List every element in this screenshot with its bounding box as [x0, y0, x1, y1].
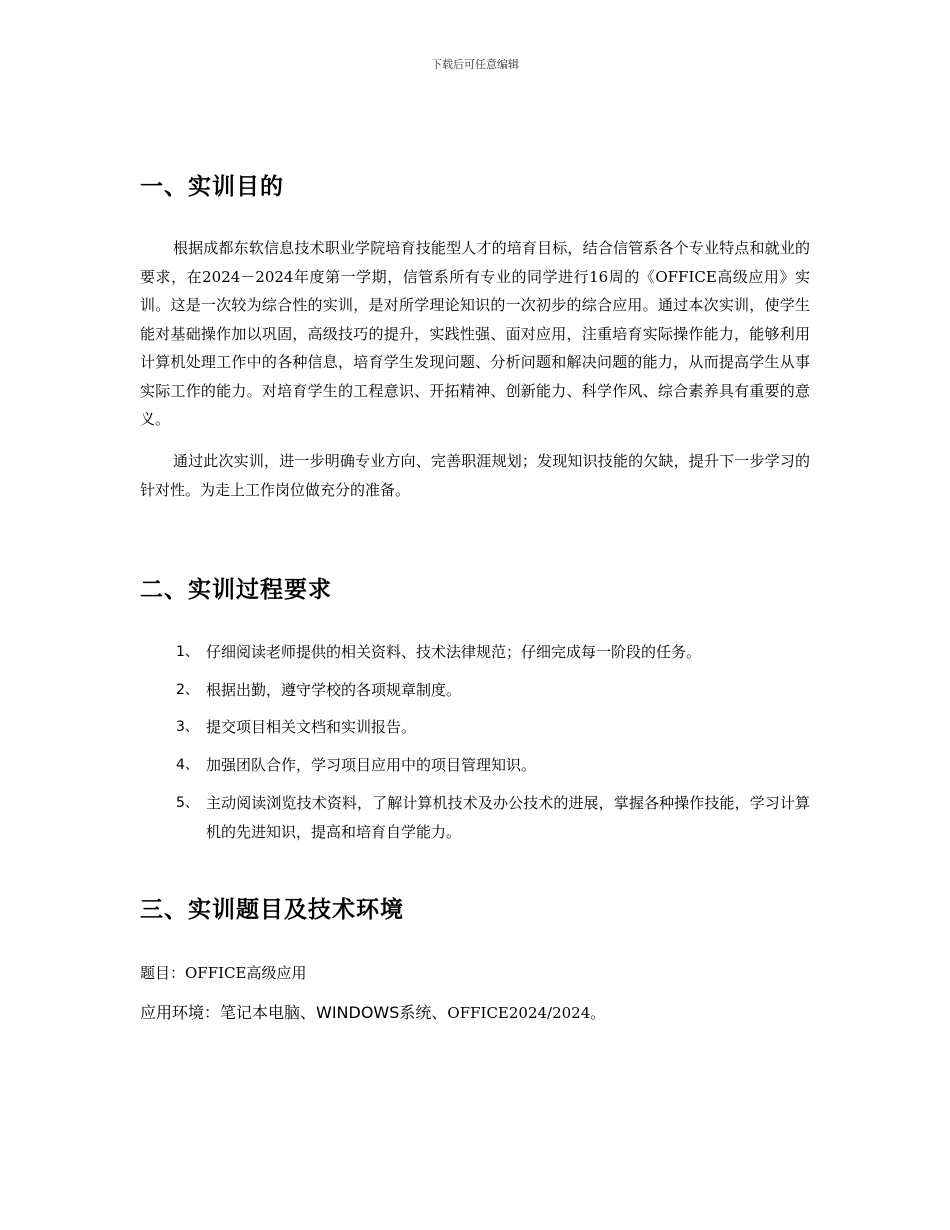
list-item — [176, 676, 810, 705]
list-item — [176, 751, 810, 780]
list-number: 5、 — [176, 795, 199, 811]
topic-line: 题目：OFFICE高级应用 — [140, 964, 307, 982]
list-item — [176, 638, 810, 667]
list-number: 4、 — [176, 757, 199, 773]
list-text: 主动阅读浏览技术资料，了解计算机技术及办公技术的进展，掌握各种操作技能，学习计算机的先进知识，提高和培育自学能力。 — [206, 794, 810, 841]
list-number: 1、 — [176, 644, 199, 660]
list-text: 仔细阅读老师提供的相关资料、技术法律规范；仔细完成每一阶段的任务。 — [206, 643, 702, 661]
environment-value: OFFICE2024/2024。 — [447, 1004, 606, 1022]
page-header: 下载后可任意编辑 — [431, 58, 519, 71]
paragraph-purpose: 根据成都东软信息技术职业学院培育技能型人才的培育目标，结合信管系各个专业特点和就业的要求，在2024－2024年度第一学期，信管系所有专业的同学进行16周的《OFFICE高级应用》实训。这是一次较为综合性的实训，是对所学理论知识的一次初步的综合应用。通过本次实训，使学生能对基础操作加以巩固，高级技巧的提升，实践性强、面对应用，注重培育实际操作能力，能够利用计算机处理工作中的各种信息，培育学生发现问题、分析问题和解决问题的能力，从而提高学生从事实际工作的能力。对培育学生的工程意识、开拓精神、创新能力、科学作风、综合素养具有重要的意义。 — [140, 239, 810, 428]
list-text: 根据出勤，遵守学校的各项规章制度。 — [206, 681, 462, 699]
list-item — [176, 789, 810, 847]
paragraph-goals: 通过此次实训，进一步明确专业方向、完善职涯规划；发现知识技能的欠缺，提升下一步学习的针对性。为走上工作岗位做充分的准备。 — [140, 452, 810, 499]
list-number: 2、 — [176, 682, 199, 698]
list-text: 提交项目相关文档和实训报告。 — [206, 718, 417, 736]
environment-label: 应用环境：笔记本电脑、WINDOWS系统、 — [140, 1003, 448, 1022]
section-heading-environment: 三、实训题目及技术环境 — [140, 897, 404, 923]
list-number: 3、 — [176, 719, 199, 735]
environment-line — [140, 1000, 605, 1023]
list-item — [176, 713, 810, 742]
section-heading-purpose: 一、实训目的 — [140, 174, 284, 200]
section-heading-requirements: 二、实训过程要求 — [140, 577, 332, 603]
list-text: 加强团队合作，学习项目应用中的项目管理知识。 — [206, 756, 537, 774]
